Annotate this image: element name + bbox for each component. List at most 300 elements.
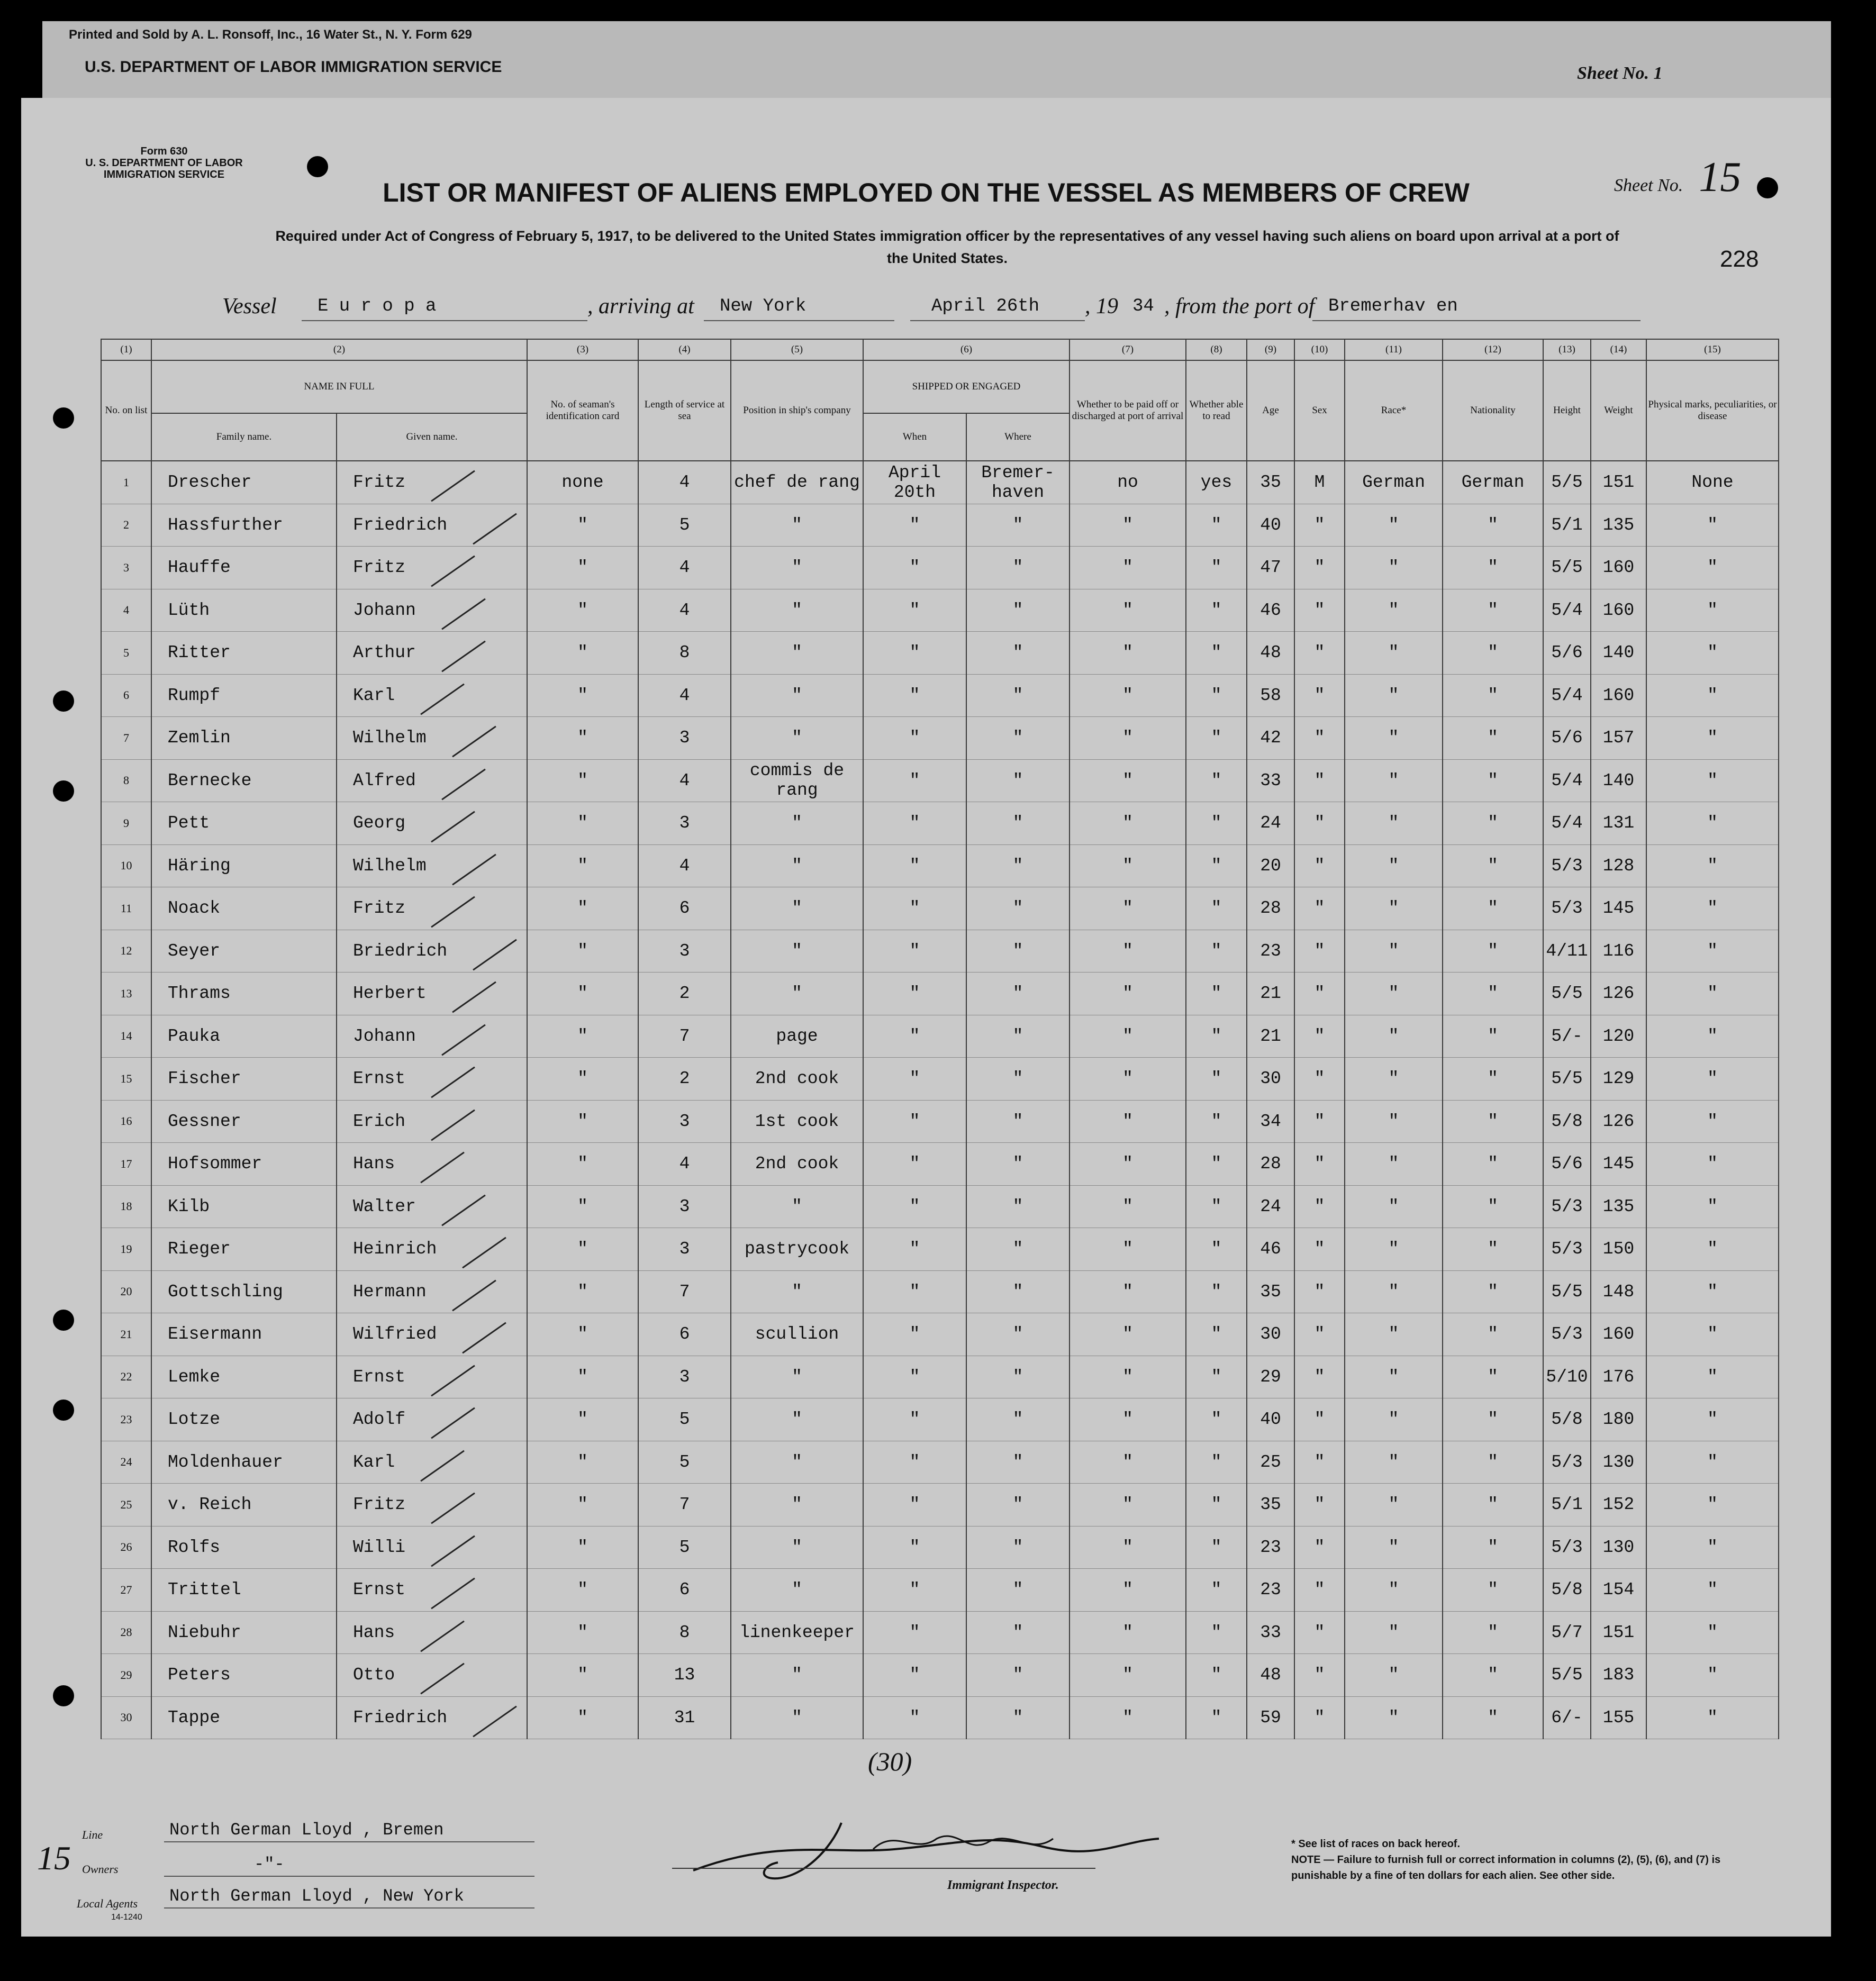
cell-race: " (1345, 1441, 1443, 1484)
cell-weight: 135 (1591, 1185, 1646, 1228)
cell-paid: " (1070, 1526, 1186, 1569)
cell-given: Herbert (337, 973, 527, 1015)
cell-where: " (966, 973, 1070, 1015)
cell-paid: " (1070, 1015, 1186, 1058)
cell-position: 1st cook (731, 1100, 863, 1143)
cell-race: " (1345, 504, 1443, 547)
cell-card: " (527, 632, 638, 675)
cell-read: " (1186, 1100, 1247, 1143)
cell-position: " (731, 1569, 863, 1612)
cell-marks: " (1646, 1356, 1779, 1398)
cell-weight: 160 (1591, 547, 1646, 589)
cell-position: " (731, 1185, 863, 1228)
table-row (101, 1356, 1779, 1398)
cell-paid: " (1070, 1143, 1186, 1186)
cell-service: 4 (638, 759, 731, 802)
cell-marks: " (1646, 717, 1779, 760)
cell-given: Fritz (337, 461, 527, 504)
cell-race: " (1345, 1185, 1443, 1228)
cell-weight: 116 (1591, 930, 1646, 973)
cell-no: 16 (101, 1100, 151, 1143)
check-mark (431, 1578, 475, 1610)
cell-service: 5 (638, 1441, 731, 1484)
cell-service: 4 (638, 589, 731, 632)
check-mark (431, 556, 475, 587)
cell-weight: 155 (1591, 1696, 1646, 1739)
cell-card: " (527, 1058, 638, 1101)
table-row (101, 930, 1779, 973)
cell-family: Hofsommer (151, 1143, 337, 1186)
cell-given: Hans (337, 1611, 527, 1654)
check-mark (473, 513, 517, 544)
cell-marks: " (1646, 802, 1779, 845)
cell-race: " (1345, 759, 1443, 802)
cell-position: " (731, 632, 863, 675)
cell-no: 2 (101, 504, 151, 547)
cell-position: " (731, 589, 863, 632)
cell-when: " (863, 1356, 966, 1398)
underline (704, 320, 894, 321)
cell-paid: " (1070, 887, 1186, 930)
cell-read: " (1186, 1526, 1247, 1569)
cell-card: " (527, 802, 638, 845)
punch-hole (307, 156, 328, 177)
cell-paid: " (1070, 844, 1186, 887)
cell-height: 5/6 (1543, 632, 1591, 675)
cell-no: 10 (101, 844, 151, 887)
cell-when: " (863, 1696, 966, 1739)
col-header-nationality: Nationality (1443, 360, 1543, 461)
punch-hole (53, 1400, 74, 1421)
cell-service: 3 (638, 1185, 731, 1228)
cell-sex: " (1294, 674, 1345, 717)
cell-height: 5/8 (1543, 1398, 1591, 1441)
cell-read: " (1186, 1398, 1247, 1441)
cell-weight: 154 (1591, 1569, 1646, 1612)
table-row (101, 1058, 1779, 1101)
check-mark (420, 1450, 465, 1482)
cell-height: 5/6 (1543, 1143, 1591, 1186)
cell-race: " (1345, 1100, 1443, 1143)
cell-race: " (1345, 1398, 1443, 1441)
cell-family: Fischer (151, 1058, 337, 1101)
cell-when: " (863, 1270, 966, 1313)
cell-sex: M (1294, 461, 1345, 504)
cell-paid: " (1070, 1441, 1186, 1484)
cell-marks: " (1646, 1270, 1779, 1313)
cell-age: 24 (1247, 802, 1294, 845)
cell-where: " (966, 887, 1070, 930)
cell-marks: " (1646, 674, 1779, 717)
cell-service: 7 (638, 1015, 731, 1058)
cell-given: Wilhelm (337, 844, 527, 887)
cell-given: Johann (337, 589, 527, 632)
cell-where: " (966, 1058, 1070, 1101)
cell-paid: " (1070, 1696, 1186, 1739)
check-mark (463, 1322, 507, 1354)
cell-race: " (1345, 632, 1443, 675)
agents-label: Local Agents (77, 1897, 138, 1910)
cell-nat: " (1443, 547, 1543, 589)
cell-height: 5/3 (1543, 887, 1591, 930)
cell-nat: " (1443, 1015, 1543, 1058)
check-mark (420, 1620, 465, 1652)
cell-card: " (527, 973, 638, 1015)
from-label: , from the port of (1164, 294, 1315, 319)
col-num-14: (14) (1591, 339, 1646, 360)
cell-service: 8 (638, 1611, 731, 1654)
cell-given: Hermann (337, 1270, 527, 1313)
cell-service: 6 (638, 1313, 731, 1356)
cell-race: " (1345, 1654, 1443, 1697)
line-value: North German Lloyd , Bremen (169, 1820, 444, 1840)
cell-position: page (731, 1015, 863, 1058)
under-sheet-number: Sheet No. 1 (1577, 63, 1663, 83)
cell-sex: " (1294, 547, 1345, 589)
cell-when: " (863, 1654, 966, 1697)
cell-given: Fritz (337, 1484, 527, 1526)
check-mark (441, 768, 486, 800)
cell-service: 7 (638, 1484, 731, 1526)
table-row (101, 1654, 1779, 1697)
cell-marks: " (1646, 1143, 1779, 1186)
col-header-height: Height (1543, 360, 1591, 461)
cell-when: " (863, 547, 966, 589)
cell-position: " (731, 930, 863, 973)
col-header-no: No. on list (101, 360, 151, 461)
service-name: IMMIGRATION SERVICE (103, 169, 225, 180)
check-mark (431, 1535, 475, 1567)
cell-sex: " (1294, 973, 1345, 1015)
cell-where: " (966, 1100, 1070, 1143)
cell-paid: " (1070, 802, 1186, 845)
signature-line (672, 1868, 1095, 1869)
cell-height: 5/8 (1543, 1569, 1591, 1612)
cell-where: " (966, 1270, 1070, 1313)
cell-paid: " (1070, 1058, 1186, 1101)
cell-position: scullion (731, 1313, 863, 1356)
cell-card: " (527, 1356, 638, 1398)
cell-when: " (863, 759, 966, 802)
cell-card: " (527, 717, 638, 760)
cell-weight: 160 (1591, 1313, 1646, 1356)
cell-service: 3 (638, 1356, 731, 1398)
cell-read: " (1186, 1484, 1247, 1526)
cell-sex: " (1294, 1484, 1345, 1526)
department-block (85, 146, 243, 180)
cell-position: " (731, 1356, 863, 1398)
cell-sex: " (1294, 1654, 1345, 1697)
cell-family: Ritter (151, 632, 337, 675)
cell-when: " (863, 504, 966, 547)
cell-nat: " (1443, 632, 1543, 675)
cell-no: 13 (101, 973, 151, 1015)
cell-where: " (966, 1143, 1070, 1186)
cell-family: Rolfs (151, 1526, 337, 1569)
cell-service: 5 (638, 1398, 731, 1441)
col-header-name: NAME IN FULL (151, 360, 527, 413)
cell-marks: " (1646, 1313, 1779, 1356)
cell-service: 3 (638, 1100, 731, 1143)
cell-service: 5 (638, 504, 731, 547)
check-mark (420, 1152, 465, 1184)
cell-height: 5/7 (1543, 1611, 1591, 1654)
cell-race: " (1345, 589, 1443, 632)
cell-service: 13 (638, 1654, 731, 1697)
cell-nat: " (1443, 589, 1543, 632)
cell-family: Gessner (151, 1100, 337, 1143)
table-row (101, 1228, 1779, 1271)
cell-card: " (527, 930, 638, 973)
cell-position: " (731, 1654, 863, 1697)
cell-sex: " (1294, 717, 1345, 760)
cell-service: 2 (638, 1058, 731, 1101)
cell-weight: 176 (1591, 1356, 1646, 1398)
arrival-date: April 26th (931, 296, 1040, 316)
form-number: Form 630 (140, 146, 188, 157)
cell-no: 5 (101, 632, 151, 675)
cell-paid: " (1070, 632, 1186, 675)
check-mark (431, 896, 475, 928)
cell-when: " (863, 589, 966, 632)
cell-race: " (1345, 1015, 1443, 1058)
col-num-8: (8) (1186, 339, 1247, 360)
table-row (101, 1100, 1779, 1143)
cell-marks: " (1646, 1228, 1779, 1271)
table-row (101, 1611, 1779, 1654)
cell-position: linenkeeper (731, 1611, 863, 1654)
cell-no: 12 (101, 930, 151, 973)
cell-paid: " (1070, 1569, 1186, 1612)
cell-read: " (1186, 930, 1247, 973)
col-num-1: (1) (101, 339, 151, 360)
cell-paid: " (1070, 547, 1186, 589)
cell-position: " (731, 1441, 863, 1484)
line-label: Line (82, 1828, 103, 1841)
cell-read: " (1186, 1356, 1247, 1398)
cell-family: Niebuhr (151, 1611, 337, 1654)
agents-value: North German Lloyd , New York (169, 1886, 464, 1906)
cell-card: " (527, 1270, 638, 1313)
cell-read: " (1186, 717, 1247, 760)
cell-service: 3 (638, 717, 731, 760)
cell-height: 5/5 (1543, 1058, 1591, 1101)
col-header-marks: Physical marks, peculiarities, or disease (1646, 360, 1779, 461)
cell-position: " (731, 674, 863, 717)
cell-sex: " (1294, 802, 1345, 845)
crew-rows (101, 461, 1779, 1739)
cell-sex: " (1294, 1270, 1345, 1313)
cell-no: 18 (101, 1185, 151, 1228)
check-mark (431, 1407, 475, 1439)
cell-nat: " (1443, 504, 1543, 547)
cell-when: " (863, 1484, 966, 1526)
cell-family: Hauffe (151, 547, 337, 589)
cell-height: 5/4 (1543, 802, 1591, 845)
cell-family: Lemke (151, 1356, 337, 1398)
cell-age: 40 (1247, 504, 1294, 547)
footer-notes (1291, 1836, 1768, 1884)
year-prefix: , 19 (1085, 294, 1118, 319)
cell-where: " (966, 1398, 1070, 1441)
vessel-name: E u r o p a (318, 296, 437, 316)
cell-where: " (966, 1611, 1070, 1654)
cell-read: " (1186, 1313, 1247, 1356)
cell-read: " (1186, 1270, 1247, 1313)
cell-weight: 151 (1591, 1611, 1646, 1654)
cell-read: " (1186, 1696, 1247, 1739)
table-row (101, 717, 1779, 760)
sheet-number-value: 15 (1699, 154, 1742, 201)
underline (164, 1841, 534, 1842)
cell-race: " (1345, 1058, 1443, 1101)
check-mark (441, 1194, 486, 1226)
cell-family: Rumpf (151, 674, 337, 717)
crew-table (101, 339, 1779, 1739)
cell-race: " (1345, 1143, 1443, 1186)
cell-position: " (731, 1270, 863, 1313)
cell-card: " (527, 674, 638, 717)
table-row (101, 1696, 1779, 1739)
cell-card: " (527, 1185, 638, 1228)
cell-no: 23 (101, 1398, 151, 1441)
table-row (101, 1441, 1779, 1484)
cell-where: " (966, 1228, 1070, 1271)
cell-family: Eisermann (151, 1313, 337, 1356)
cell-position: " (731, 547, 863, 589)
owners-value: -"- (254, 1855, 285, 1874)
cell-when: " (863, 1143, 966, 1186)
cell-given: Ernst (337, 1569, 527, 1612)
cell-when: " (863, 717, 966, 760)
cell-no: 11 (101, 887, 151, 930)
cell-race: " (1345, 844, 1443, 887)
cell-marks: " (1646, 1058, 1779, 1101)
cell-position: " (731, 1484, 863, 1526)
cell-marks: " (1646, 589, 1779, 632)
col-num-13: (13) (1543, 339, 1591, 360)
cell-height: 5/4 (1543, 759, 1591, 802)
cell-where: " (966, 717, 1070, 760)
cell-age: 42 (1247, 717, 1294, 760)
cell-weight: 128 (1591, 844, 1646, 887)
cell-service: 3 (638, 930, 731, 973)
col-header-race: Race* (1345, 360, 1443, 461)
cell-card: " (527, 1696, 638, 1739)
col-num-3: (3) (527, 339, 638, 360)
cell-given: Wilhelm (337, 717, 527, 760)
col-header-sex: Sex (1294, 360, 1345, 461)
cell-height: 4/11 (1543, 930, 1591, 973)
cell-no: 3 (101, 547, 151, 589)
cell-nat: " (1443, 1611, 1543, 1654)
underline (164, 1907, 534, 1909)
col-header-position: Position in ship's company (731, 360, 863, 461)
cell-age: 35 (1247, 1270, 1294, 1313)
cell-read: " (1186, 1058, 1247, 1101)
cell-weight: 183 (1591, 1654, 1646, 1697)
cell-service: 4 (638, 674, 731, 717)
cell-family: v. Reich (151, 1484, 337, 1526)
cell-given: Heinrich (337, 1228, 527, 1271)
cell-where: " (966, 632, 1070, 675)
cell-when: " (863, 1441, 966, 1484)
cell-when: " (863, 1185, 966, 1228)
cell-sex: " (1294, 1100, 1345, 1143)
cell-weight: 150 (1591, 1228, 1646, 1271)
cell-nat: " (1443, 1143, 1543, 1186)
col-num-5: (5) (731, 339, 863, 360)
cell-sex: " (1294, 930, 1345, 973)
cell-family: Drescher (151, 461, 337, 504)
cell-nat: " (1443, 930, 1543, 973)
cell-height: 5/4 (1543, 589, 1591, 632)
cell-family: Pauka (151, 1015, 337, 1058)
check-mark (452, 1279, 496, 1311)
cell-race: " (1345, 1484, 1443, 1526)
cell-no: 14 (101, 1015, 151, 1058)
cell-family: Zemlin (151, 717, 337, 760)
cell-nat: " (1443, 973, 1543, 1015)
table-row (101, 1398, 1779, 1441)
cell-where: " (966, 1441, 1070, 1484)
cell-where: " (966, 1313, 1070, 1356)
cell-card: " (527, 589, 638, 632)
cell-nat: " (1443, 759, 1543, 802)
cell-read: " (1186, 887, 1247, 930)
cell-card: " (527, 1441, 638, 1484)
cell-no: 4 (101, 589, 151, 632)
cell-position: " (731, 887, 863, 930)
fine-note: NOTE — Failure to furnish full or correct information in columns (2), (5), (6), and (7) is punishable by a fine of ten dollars for each alien. See other side. (1291, 1854, 1721, 1882)
cell-no: 28 (101, 1611, 151, 1654)
cell-weight: 152 (1591, 1484, 1646, 1526)
punch-hole (53, 407, 74, 429)
cell-nat: " (1443, 887, 1543, 930)
cell-age: 21 (1247, 973, 1294, 1015)
cell-height: 5/5 (1543, 547, 1591, 589)
cell-where: " (966, 930, 1070, 973)
check-mark (452, 982, 496, 1013)
cell-position: chef de rang (731, 461, 863, 504)
cell-paid: " (1070, 973, 1186, 1015)
cell-nat: " (1443, 717, 1543, 760)
cell-marks: " (1646, 1015, 1779, 1058)
underline (910, 320, 1085, 321)
cell-read: " (1186, 973, 1247, 1015)
cell-height: 6/- (1543, 1696, 1591, 1739)
cell-paid: " (1070, 1356, 1186, 1398)
punch-hole (53, 690, 74, 712)
cell-height: 5/8 (1543, 1100, 1591, 1143)
col-num-10: (10) (1294, 339, 1345, 360)
punch-hole (53, 1685, 74, 1706)
cell-sex: " (1294, 1398, 1345, 1441)
cell-where: " (966, 1356, 1070, 1398)
cell-age: 23 (1247, 1569, 1294, 1612)
cell-card: " (527, 1398, 638, 1441)
cell-weight: 157 (1591, 717, 1646, 760)
cell-paid: no (1070, 461, 1186, 504)
cell-service: 6 (638, 1569, 731, 1612)
cell-sex: " (1294, 1611, 1345, 1654)
margin-number: 15 (37, 1839, 71, 1877)
cell-paid: " (1070, 1313, 1186, 1356)
cell-paid: " (1070, 1185, 1186, 1228)
underline (302, 320, 587, 321)
table-row (101, 547, 1779, 589)
col-num-9: (9) (1247, 339, 1294, 360)
